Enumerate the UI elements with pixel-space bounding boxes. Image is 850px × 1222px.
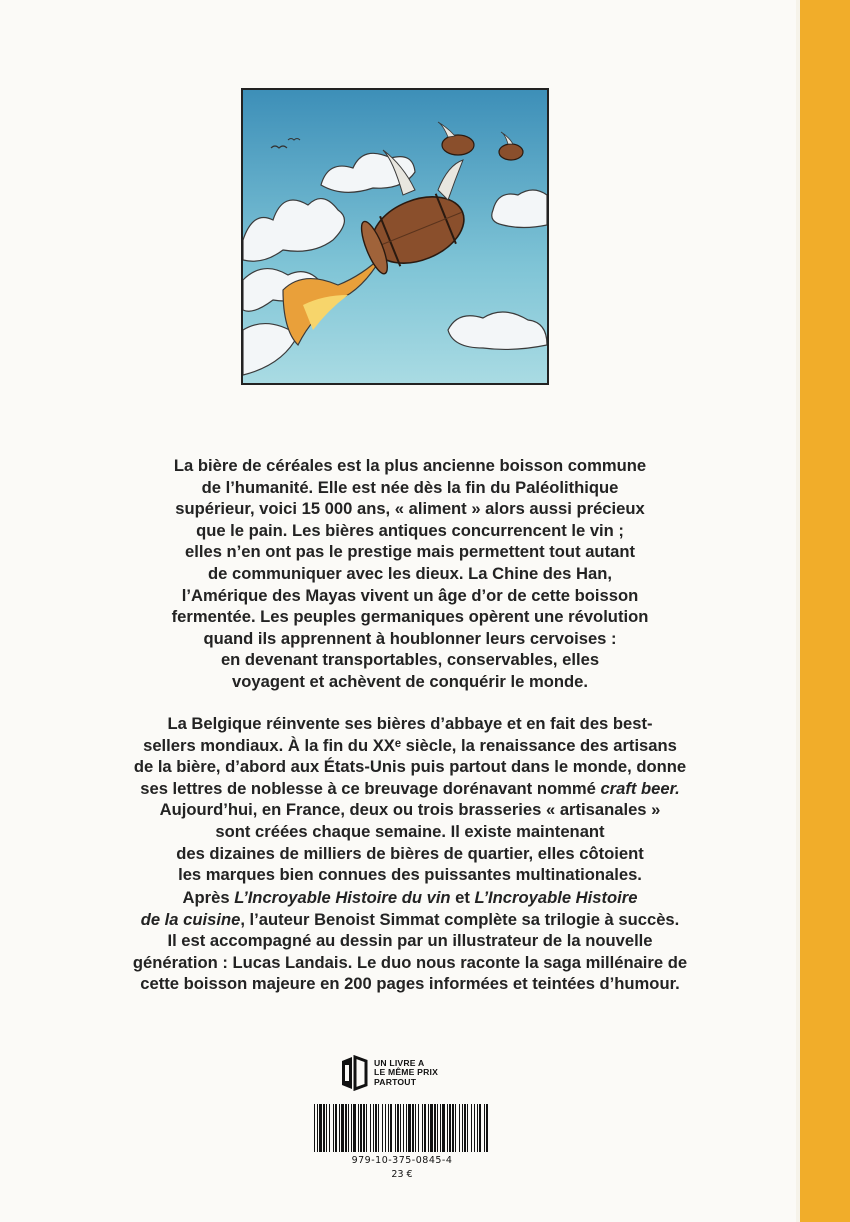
text-line: La Belgique réinvente ses bières d’abbaye et en fait des best- xyxy=(167,714,653,733)
barcode-bar xyxy=(428,1104,429,1152)
barcode-bar xyxy=(442,1104,445,1152)
cover-illustration xyxy=(241,88,549,385)
barcode-bar xyxy=(406,1104,407,1152)
text-line: La bière de céréales est la plus ancienne boisson commune xyxy=(173,456,647,475)
barcode-bar xyxy=(385,1104,386,1152)
paragraph-history xyxy=(110,455,710,693)
barcode-bar xyxy=(317,1104,318,1152)
flying-barrel-illustration xyxy=(243,90,547,383)
logo-line: UN LIVRE A xyxy=(374,1057,425,1068)
barcode-bar xyxy=(329,1104,330,1152)
barcode-bar xyxy=(351,1104,352,1152)
barcode-bar xyxy=(408,1104,411,1152)
barcode-bar xyxy=(323,1104,325,1152)
text-line: sont créées chaque semaine. Il existe maintenant xyxy=(215,821,605,841)
barcode-bar xyxy=(437,1104,438,1152)
barcode-bar xyxy=(326,1104,327,1152)
book-title: L’Incroyable Histoire xyxy=(474,888,638,907)
text-line xyxy=(110,887,710,909)
barcode-bar xyxy=(397,1104,399,1152)
barcode-bar xyxy=(360,1104,362,1152)
barcode-bar xyxy=(375,1104,377,1152)
barcode-bar xyxy=(412,1104,414,1152)
paragraph-craft-beer xyxy=(110,713,710,886)
barcode-bar xyxy=(366,1104,367,1152)
text-fragment: ses lettres de noblesse à ce breuvage dorénavant nommé xyxy=(140,778,601,798)
text-fragment: et xyxy=(450,888,475,907)
book-title: L’Incroyable Histoire du vin xyxy=(234,888,451,907)
barcode-bar xyxy=(455,1104,456,1152)
text-line: de la bière, d’abord aux États-Unis puis partout dans le monde, donne xyxy=(133,757,687,777)
barcode-bar xyxy=(388,1104,389,1152)
barcode-bar xyxy=(430,1104,433,1152)
text-line: des dizaines de milliers de bières de quartier, elles côtoient xyxy=(176,843,644,863)
text-line: de communiquer avec les dieux. La Chine des Han, xyxy=(208,563,612,583)
barcode-bar xyxy=(390,1104,392,1152)
barcode-bar xyxy=(447,1104,448,1152)
barcode-bar xyxy=(378,1104,379,1152)
barcode xyxy=(312,1104,492,1152)
barcode-bar xyxy=(382,1104,383,1152)
barcode-bar xyxy=(459,1104,460,1152)
barcode-bar xyxy=(449,1104,451,1152)
price: 23 € xyxy=(391,1169,413,1180)
prix-unique-logo xyxy=(340,1054,438,1092)
barcode-bar xyxy=(415,1104,416,1152)
barcode-bar xyxy=(319,1104,322,1152)
barcode-bar xyxy=(486,1104,488,1152)
text-line: que le pain. Les bières antiques concurrencent le vin ; xyxy=(196,520,624,540)
book-spine xyxy=(800,0,850,1222)
craft-beer-term: craft beer. xyxy=(600,778,680,798)
barcode-bar xyxy=(395,1104,396,1152)
logo-text xyxy=(374,1059,438,1088)
text-line: les marques bien connues des puissantes multinationales. xyxy=(178,865,642,885)
text-line xyxy=(110,909,710,931)
barcode-bar xyxy=(314,1104,315,1152)
text-line: quand ils apprennent à houblonner leurs cervoises : xyxy=(203,628,617,648)
barcode-bar xyxy=(341,1104,344,1152)
barcode-bar xyxy=(370,1104,371,1152)
book-title: de la cuisine xyxy=(140,909,241,929)
barcode-bar xyxy=(418,1104,419,1152)
text-line: en devenant transportables, conservables, elles xyxy=(220,650,600,670)
barcode-bar xyxy=(440,1104,441,1152)
barcode-bar xyxy=(335,1104,337,1152)
text-line: Il est accompagné au dessin par un illustrateur de la nouvelle xyxy=(167,931,653,951)
text-line: voyagent et achèvent de conquérir le monde. xyxy=(232,671,588,691)
barcode-bar xyxy=(400,1104,401,1152)
barcode-bar xyxy=(373,1104,374,1152)
text-line: cette boisson majeure en 200 pages informées et teintées d’humour. xyxy=(140,974,680,994)
barcode-bar xyxy=(467,1104,468,1152)
isbn-number: 979-10-375-0845-4 xyxy=(351,1155,453,1166)
barcode-bar xyxy=(471,1104,472,1152)
barcode-bar xyxy=(477,1104,478,1152)
text-fragment: Après xyxy=(182,888,235,907)
barcode-bar xyxy=(484,1104,485,1152)
barcode-bar xyxy=(333,1104,334,1152)
barcode-bar xyxy=(353,1104,356,1152)
barcode-bar xyxy=(479,1104,481,1152)
logo-line: LE MÊME PRIX xyxy=(374,1067,438,1078)
barcode-bar xyxy=(403,1104,404,1152)
barcode-bar xyxy=(464,1104,466,1152)
text-line: Aujourd’hui, en France, deux ou trois brasseries « artisanales » xyxy=(159,800,661,820)
book-logo-icon xyxy=(340,1055,368,1091)
barcode-bar xyxy=(358,1104,359,1152)
barcode-bar xyxy=(462,1104,463,1152)
text-line: génération : Lucas Landais. Le duo nous raconte la saga millénaire de xyxy=(132,952,688,972)
text-line: sellers mondiaux. À la fin du XXᵉ siècle, la renaissance des artisans xyxy=(143,735,677,755)
barcode-bar xyxy=(422,1104,423,1152)
text-line: de l’humanité. Elle est née dès la fin du Paléolithique xyxy=(201,477,619,497)
barcode-bar xyxy=(363,1104,365,1152)
text-line xyxy=(110,778,710,800)
barcode-bar xyxy=(345,1104,347,1152)
barcode-bar xyxy=(339,1104,340,1152)
barcode-bar xyxy=(474,1104,475,1152)
logo-line: PARTOUT xyxy=(374,1076,417,1087)
text-line: l’Amérique des Mayas vivent un âge d’or de cette boisson xyxy=(181,585,639,605)
barcode-bar xyxy=(348,1104,349,1152)
barcode-bar xyxy=(452,1104,454,1152)
barcode-bar xyxy=(424,1104,426,1152)
paragraph-authors xyxy=(110,887,710,995)
text-line: fermentée. Les peuples germaniques opèrent une révolution xyxy=(171,607,649,627)
text-line: supérieur, voici 15 000 ans, « aliment » alors aussi précieux xyxy=(175,499,645,519)
text-line: elles n’en ont pas le prestige mais permettent tout autant xyxy=(185,542,635,562)
text-fragment: , l’auteur Benoist Simmat complète sa trilogie à succès. xyxy=(240,909,680,929)
barcode-bar xyxy=(434,1104,436,1152)
